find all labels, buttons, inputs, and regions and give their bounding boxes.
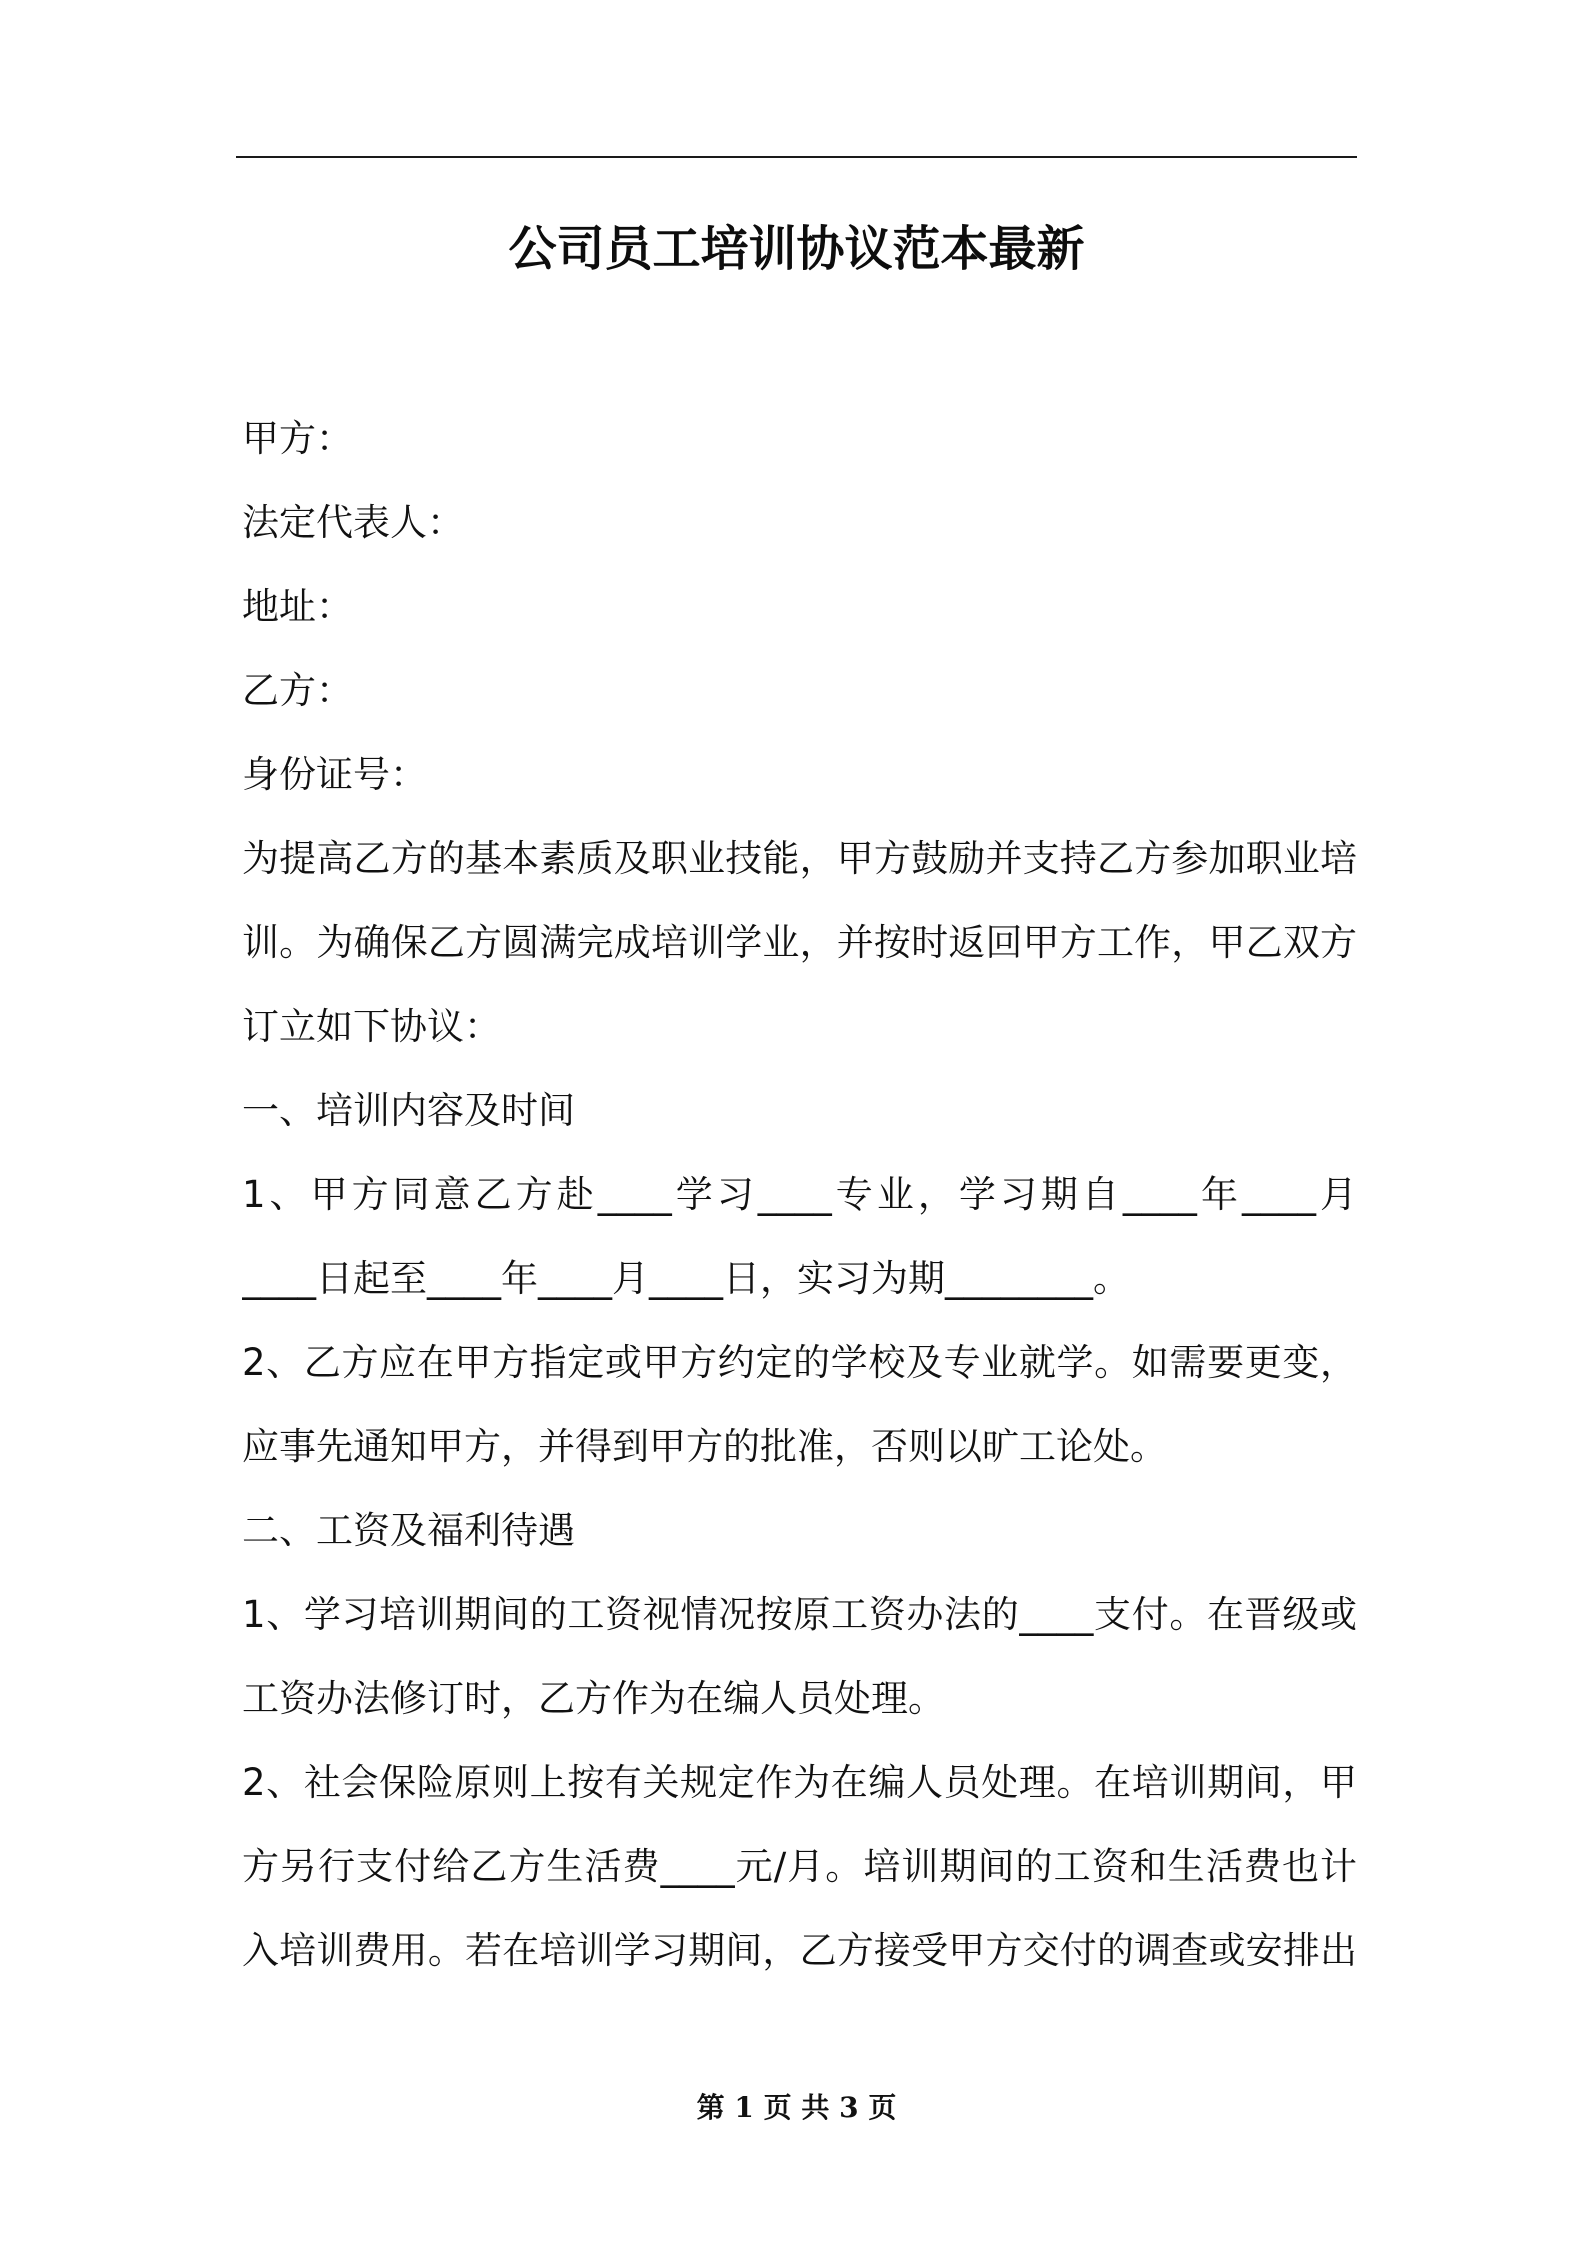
document-body bbox=[242, 397, 1357, 1993]
clause-2-1-line-2: 工资办法修订时，乙方作为在编人员处理。 bbox=[242, 1677, 945, 1720]
clause-1-2-line-1: 2、乙方应在甲方指定或甲方约定的学校及专业就学。如需要更变， bbox=[242, 1341, 1357, 1384]
section-heading-1: 一、培训内容及时间 bbox=[242, 1089, 575, 1132]
clause-2-2-line-2: 方另行支付给乙方生活费____元/月。培训期间的工资和生活费也计 bbox=[242, 1845, 1357, 1888]
clause-1-1-line-1: 1、甲方同意乙方赴____学习____专业，学习期自____年____月 bbox=[242, 1173, 1357, 1216]
section-heading-2: 二、工资及福利待遇 bbox=[242, 1509, 575, 1552]
address-line: 地址： bbox=[242, 585, 353, 628]
page-number-footer: 第 1 页 共 3 页 bbox=[696, 2091, 897, 2124]
clause-2-2-line-1: 2、社会保险原则上按有关规定作为在编人员处理。在培训期间，甲 bbox=[242, 1761, 1357, 1804]
document-title: 公司员工培训协议范本最新 bbox=[508, 221, 1085, 277]
clause-2-1-line-1: 1、学习培训期间的工资视情况按原工资办法的____支付。在晋级或 bbox=[242, 1593, 1357, 1636]
id-number-line: 身份证号： bbox=[242, 753, 427, 796]
clause-2-2-line-3: 入培训费用。若在培训学习期间，乙方接受甲方交付的调查或安排出 bbox=[242, 1929, 1357, 1972]
clause-1-1-line-2: ____日起至____年____月____日，实习为期________。 bbox=[242, 1257, 1130, 1300]
preamble-line-3: 订立如下协议： bbox=[242, 1005, 501, 1048]
preamble-line-2: 训。为确保乙方圆满完成培训学业，并按时返回甲方工作，甲乙双方 bbox=[242, 921, 1357, 964]
party-a-line: 甲方： bbox=[242, 417, 353, 460]
header-rule bbox=[236, 156, 1357, 158]
preamble-line-1: 为提高乙方的基本素质及职业技能，甲方鼓励并支持乙方参加职业培 bbox=[242, 837, 1357, 880]
legal-representative-line: 法定代表人： bbox=[242, 501, 464, 544]
clause-1-2-line-2: 应事先通知甲方，并得到甲方的批准，否则以旷工论处。 bbox=[242, 1425, 1167, 1468]
party-b-line: 乙方： bbox=[242, 669, 353, 712]
